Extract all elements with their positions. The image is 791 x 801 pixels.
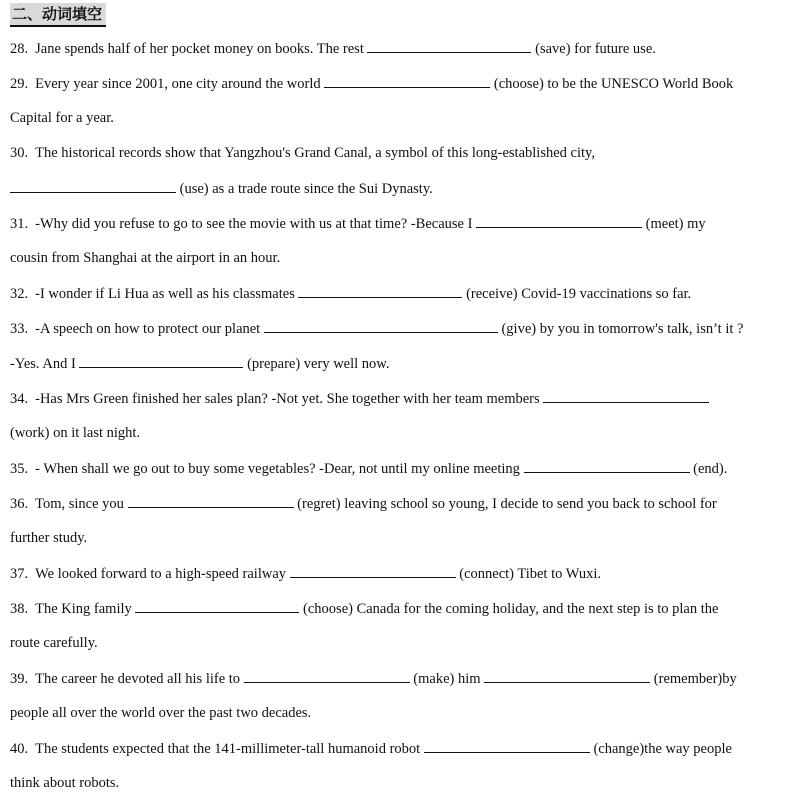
question-29-line-2	[10, 108, 114, 128]
answer-blank[interactable]	[128, 493, 294, 508]
answer-blank[interactable]	[298, 283, 462, 298]
question-text: Every year since 2001, one city around the world	[35, 76, 325, 92]
question-number: 36.	[10, 496, 29, 512]
question-text: (choose) Canada for the coming holiday, and the next step is to plan the	[303, 601, 719, 617]
answer-blank[interactable]	[543, 388, 709, 403]
question-text: further study.	[10, 530, 88, 546]
question-text: Tom, since you	[35, 496, 128, 512]
question-number: 38.	[10, 601, 29, 617]
question-text: -Yes. And I	[10, 356, 80, 372]
question-34-line-1	[10, 388, 709, 408]
answer-blank[interactable]	[244, 668, 410, 683]
question-32-line-1	[10, 283, 691, 303]
question-text: (remember)by	[653, 671, 737, 687]
question-text: (change)the way people	[593, 741, 732, 757]
question-38-line-1	[10, 598, 718, 618]
question-39-line-2	[10, 703, 311, 723]
question-number: 32.	[10, 286, 29, 302]
answer-blank[interactable]	[324, 73, 490, 88]
question-38-line-2	[10, 633, 98, 653]
answer-blank[interactable]	[264, 318, 498, 333]
question-text: -I wonder if Li Hua as well as his classmates	[35, 286, 299, 302]
question-text: (work) on it last night.	[10, 425, 141, 441]
question-text: Capital for a year.	[10, 110, 114, 126]
question-text: The career he devoted all his life to	[35, 671, 244, 687]
question-31-line-1	[10, 213, 706, 233]
question-number: 33.	[10, 321, 29, 337]
question-29-line-1	[10, 73, 733, 93]
question-number: 30.	[10, 145, 29, 161]
question-text: people all over the world over the past two decades.	[10, 705, 312, 721]
question-text: (save) for future use.	[535, 41, 656, 57]
question-text: The historical records show that Yangzhou's Grand Canal, a symbol of this long-established city,	[35, 145, 595, 161]
question-number: 31.	[10, 216, 29, 232]
question-text: We looked forward to a high-speed railway	[35, 566, 290, 582]
section-title: 二、动词填空	[10, 3, 106, 27]
question-text: Jane spends half of her pocket money on books. The rest	[35, 41, 368, 57]
answer-blank[interactable]	[10, 178, 176, 193]
answer-blank[interactable]	[79, 353, 243, 368]
question-text: - When shall we go out to buy some vegetables? -Dear, not until my online meeting	[35, 461, 524, 477]
question-number: 34.	[10, 391, 29, 407]
question-text: (make) him	[413, 671, 485, 687]
question-36-line-2	[10, 528, 87, 548]
question-number: 35.	[10, 461, 29, 477]
question-text: (receive) Covid-19 vaccinations so far.	[466, 286, 692, 302]
question-30-line-2	[10, 178, 433, 198]
question-40-line-2	[10, 773, 119, 793]
question-text: (use) as a trade route since the Sui Dynasty.	[179, 181, 433, 197]
question-text: cousin from Shanghai at the airport in an hour.	[10, 250, 281, 266]
question-text: (give) by you in tomorrow's talk, isn’t it ?	[501, 321, 744, 337]
question-text: think about robots.	[10, 775, 120, 791]
question-text: (choose) to be the UNESCO World Book	[493, 76, 734, 92]
question-37-line-1	[10, 563, 601, 583]
answer-blank[interactable]	[424, 738, 590, 753]
question-text: The King family	[35, 601, 136, 617]
question-number: 39.	[10, 671, 29, 687]
question-number: 37.	[10, 566, 29, 582]
question-40-line-1	[10, 738, 732, 758]
answer-blank[interactable]	[524, 458, 690, 473]
question-number: 29.	[10, 76, 29, 92]
question-text: -A speech on how to protect our planet	[35, 321, 264, 337]
question-text: -Has Mrs Green finished her sales plan? -Not yet. She together with her team members	[35, 391, 544, 407]
question-number: 28.	[10, 41, 29, 57]
question-35-line-1	[10, 458, 727, 478]
question-number: 40.	[10, 741, 29, 757]
question-text: (prepare) very well now.	[247, 356, 390, 372]
answer-blank[interactable]	[367, 38, 531, 53]
question-36-line-1	[10, 493, 717, 513]
question-text: (meet) my	[645, 216, 706, 232]
question-28-line-1	[10, 38, 656, 58]
question-text: (connect) Tibet to Wuxi.	[459, 566, 601, 582]
answer-blank[interactable]	[484, 668, 650, 683]
question-31-line-2	[10, 248, 280, 268]
question-text: -Why did you refuse to go to see the movie with us at that time? -Because I	[35, 216, 477, 232]
question-30-line-1	[10, 143, 595, 163]
question-33-line-2	[10, 353, 389, 373]
question-text: (end).	[693, 461, 728, 477]
question-text: (regret) leaving school so young, I decide to send you back to school for	[297, 496, 717, 512]
answer-blank[interactable]	[290, 563, 456, 578]
answer-blank[interactable]	[135, 598, 299, 613]
question-34-line-2	[10, 423, 140, 443]
question-text: route carefully.	[10, 635, 98, 651]
question-39-line-1	[10, 668, 737, 688]
question-text: The students expected that the 141-millimeter-tall humanoid robot	[35, 741, 424, 757]
question-33-line-1	[10, 318, 743, 338]
answer-blank[interactable]	[476, 213, 642, 228]
